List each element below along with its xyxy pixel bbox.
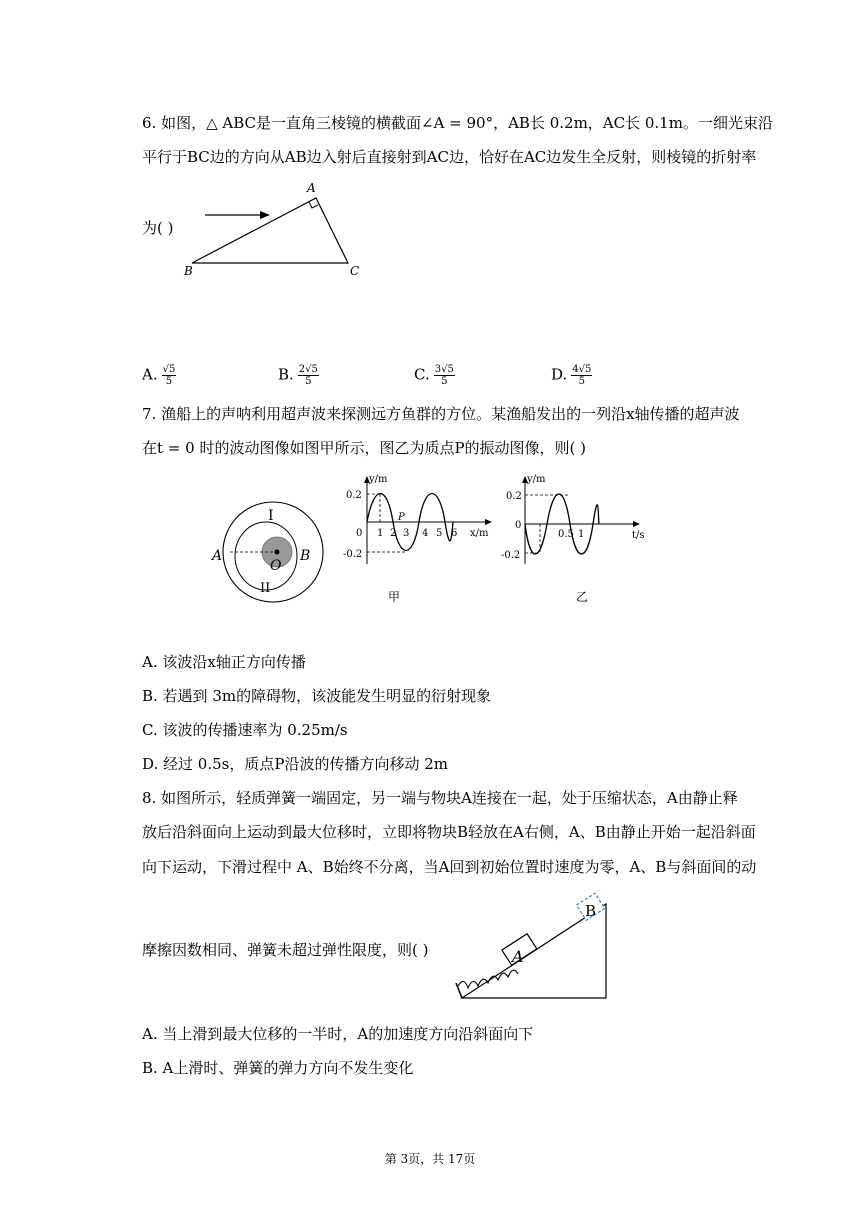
jia-tick-2: 2	[390, 528, 397, 539]
q6-stem-line1: 6. 如图，△ ABC是一直角三棱镜的横截面∠A = 90°，AB长 0.2m，AC长 0.1m。一细光束沿	[142, 114, 773, 132]
yi-caption: 乙	[576, 590, 589, 604]
jia-tick-6: 6	[451, 528, 458, 539]
jia-tick-3: 3	[403, 528, 410, 539]
q8-stem-line1: 8. 如图所示，轻质弹簧一端固定，另一端与物块A连接在一起，处于压缩状态，A由静止释	[142, 789, 738, 807]
q7-wave-graph-jia	[340, 468, 500, 608]
q7-point-a: A	[212, 548, 223, 564]
q8-block-b-label: B	[585, 902, 597, 920]
q7-vibration-graph-yi	[500, 468, 660, 608]
q7-option-c: C. 该波的传播速率为 0.25m/s	[142, 721, 348, 739]
q7-option-b: B. 若遇到 3m的障碍物，该波能发生明显的衍射现象	[142, 687, 492, 705]
yi-xlabel: t/s	[632, 530, 645, 541]
q6-label-b: B	[184, 264, 193, 278]
q7-option-d: D. 经过 0.5s，质点P沿波的传播方向移动 2m	[142, 755, 448, 773]
jia-p-label: P	[398, 512, 405, 523]
q6-label-a: A	[307, 181, 316, 195]
q6-option-a: A. $\frac{√5}{5}$	[142, 364, 176, 387]
yi-ytop: 0.2	[506, 491, 522, 502]
q7-option-a: A. 该波沿x轴正方向传播	[142, 653, 306, 671]
q6-stem-line2: 平行于BC边的方向从AB边入射后直接射到AC边，恰好在AC边发生全反射，则棱镜的折射率	[142, 148, 757, 166]
q6-option-b: B. $\frac{2√5}{5}$	[278, 364, 318, 387]
yi-ylabel: y/m	[527, 474, 546, 485]
jia-ybot: -0.2	[343, 549, 363, 560]
jia-tick-4: 4	[422, 528, 429, 539]
q7-stem-line1: 7. 渔船上的声呐利用超声波来探测远方鱼群的方位。某渔船发出的一列沿x轴传播的超声波	[142, 405, 740, 423]
yi-zero: 0	[515, 520, 522, 531]
jia-caption: 甲	[388, 590, 401, 604]
q8-option-b: B. A上滑时、弹簧的弹力方向不发生变化	[142, 1059, 414, 1077]
jia-ylabel: y/m	[369, 474, 388, 485]
jia-tick-5: 5	[436, 528, 443, 539]
q7-sonar-figure	[208, 482, 338, 602]
jia-tick-1: 1	[377, 528, 384, 539]
q6-stem-line3: 为( )	[142, 219, 174, 237]
q7-point-b: B	[300, 548, 311, 564]
q8-block-a-label: A	[512, 947, 524, 966]
q7-point-o: O	[270, 558, 282, 574]
jia-tick-0: 0	[356, 528, 363, 539]
yi-ybot: -0.2	[501, 550, 521, 561]
q7-region-1: I	[268, 508, 274, 524]
q8-stem-line2: 放后沿斜面向上运动到最大位移时，立即将物块B轻放在A右侧，A、B由静止开始一起沿斜面	[142, 823, 756, 841]
q7-stem-line2: 在t = 0 时的波动图像如图甲所示，图乙为质点P的振动图像，则( )	[142, 439, 587, 457]
q6-label-c: C	[350, 264, 360, 278]
q6-prism-figure	[180, 178, 370, 278]
yi-tick-0: 0.5	[558, 529, 574, 540]
q8-stem-line3: 向下运动，下滑过程中 A、B始终不分离，当A回到初始位置时速度为零，A、B与斜面间的动	[142, 858, 757, 876]
q7-region-2: II	[260, 581, 271, 596]
jia-ytop: 0.2	[346, 490, 362, 501]
q6-option-c: C. $\frac{3√5}{5}$	[414, 364, 454, 387]
jia-xlabel: x/m	[470, 528, 489, 539]
q8-incline-figure	[448, 892, 618, 1004]
q8-option-a: A. 当上滑到最大位移的一半时，A的加速度方向沿斜面向下	[142, 1025, 534, 1043]
q8-stem-line4: 摩擦因数相同、弹簧未超过弹性限度，则( )	[142, 941, 429, 959]
page-footer: 第 3页，共 17页	[384, 1152, 476, 1166]
q6-option-d: D. $\frac{4√5}{5}$	[551, 364, 592, 387]
yi-tick-1: 1	[578, 529, 585, 540]
